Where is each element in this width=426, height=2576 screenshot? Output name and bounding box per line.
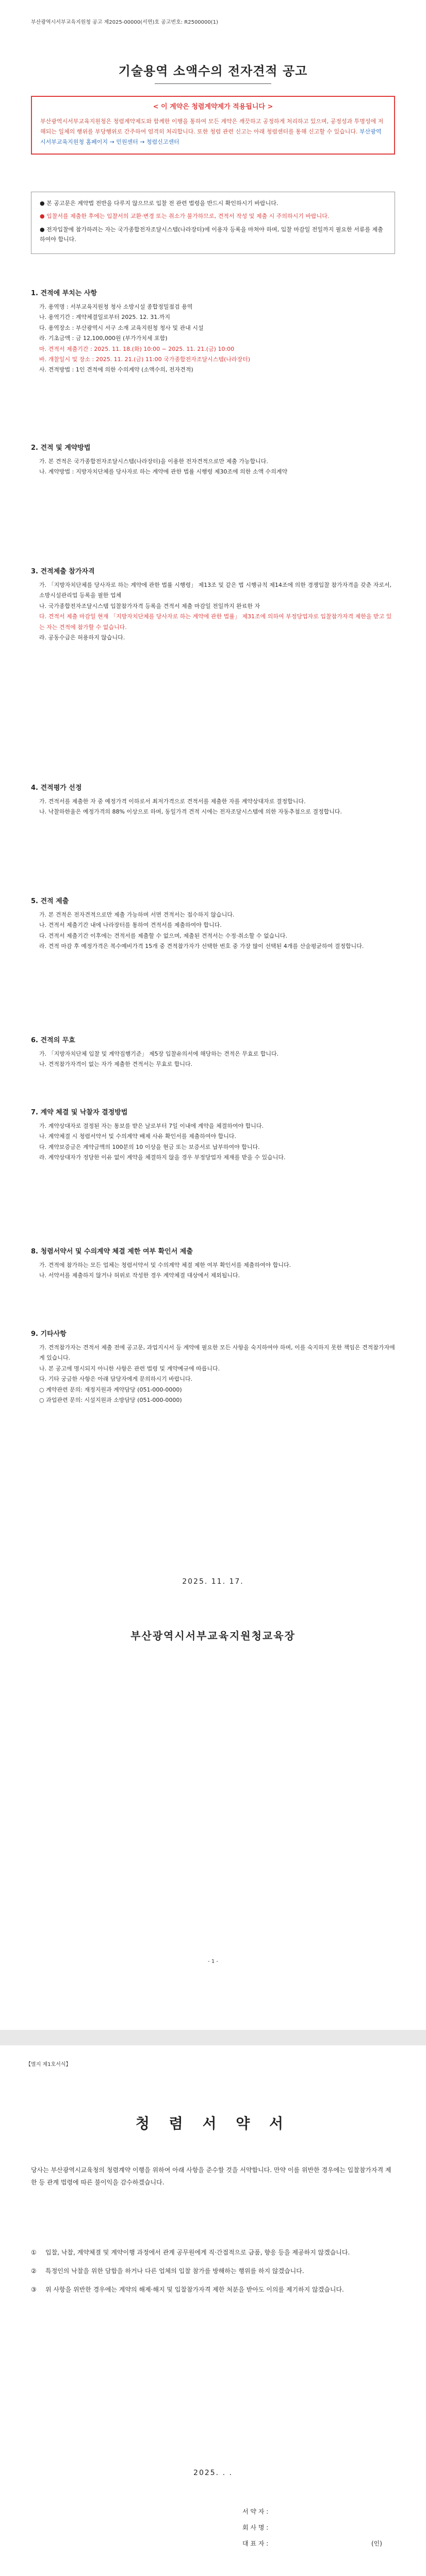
caution-item: ● 전자입찰에 참가하려는 자는 국가종합전자조달시스템(나라장터)에 이용자 등록을 마쳐야 하며, 입찰 마감일 전일까지 필요한 서류를 제출하여야 합니다. (40, 226, 383, 243)
section-line: 나. 서약서를 제출하지 않거나 허위로 작성한 경우 계약체결 대상에서 제외됩니다. (39, 1272, 240, 1279)
section-9 (31, 1329, 395, 1405)
section-heading: 2. 견적 및 계약방법 (31, 444, 91, 452)
section-line: 나. 국가종합전자조달시스템 입찰참가자격 등록을 견적서 제출 마감일 전일까지 완료한 자 (39, 602, 260, 609)
section-line: 다. 견적서 제출 마감일 현재 「지방자치단체를 당사자로 하는 계약에 관한 법률」 제31조에 의하여 부정당업자로 입찰참가자격 제한을 받고 있는 자는 견적에 참가할 수 없습니다. (39, 613, 392, 631)
notice-link[interactable]: 부산광역시서부교육지원청 홈페이지 → 민원센터 → 청렴신고센터 (40, 128, 382, 145)
section-heading: 6. 견적의 무효 (31, 1037, 75, 1044)
section-line: 다. 견적서 제출기간 이후에는 견적서를 제출할 수 없으며, 제출된 견적서는 수정·취소할 수 없습니다. (39, 932, 287, 939)
section-line: 다. 용역장소 : 부산광역시 서구 소재 교육지원청 청사 및 관내 시설 (39, 324, 204, 331)
caution-item: ● 입찰서를 제출한 후에는 입찰서의 교환·변경 또는 취소가 불가하므로, 견적서 작성 및 제출 시 주의하시기 바랍니다. (40, 213, 330, 220)
notice-text: 부산광역시서부교육지원청은 청렴계약제도와 함께한 이행을 통하여 모든 계약은 깨끗하고 공정하게 처리하고 있으며, 공정성과 투명성에 저해되는 일체의 행위를 부당행위로 간주하여 엄격히 처리합니다. 또한 청렴 관련 신고는 아래 청렴센터를 통해 신고할 수 있습니다. (40, 118, 384, 135)
section-4 (31, 783, 395, 818)
caution-box (31, 192, 395, 254)
document-number: 부산광역시서부교육지원청 공고 제2025-00000(서면)호 공고번호: R2500000(1) (31, 20, 218, 25)
section-line: 마. 견적서 제출기간 : 2025. 11. 18.(화) 10:00 ~ 2025. 11. 21.(금) 10:00 (39, 345, 235, 352)
section-7 (31, 1108, 395, 1163)
section-line: 가. 견적참가자는 견적서 제출 전에 공고문, 과업지시서 등 계약에 필요한 모든 사항을 숙지하여야 하며, 이를 숙지하지 못한 책임은 견적참가자에게 있습니다. (39, 1344, 395, 1362)
title-underline (155, 83, 271, 84)
section-line: 가. 견적에 참가하는 모든 업체는 청렴서약서 및 수의계약 체결 제한 여부 확인서를 제출하여야 합니다. (39, 1262, 291, 1269)
section-heading: 8. 청렴서약서 및 수의계약 체결 제한 여부 확인서 제출 (31, 1248, 193, 1256)
seal-mark: (인) (371, 2540, 382, 2548)
page-title: 기술용역 소액수의 전자견적 공고 (118, 64, 308, 78)
section-line: 사. 견적방법 : 1인 견적에 의한 수의계약 (소액수의, 전자견적) (39, 366, 193, 374)
section-line: 가. 계약상대자로 결정된 자는 통보를 받은 날로부터 7일 이내에 계약을 체결하여야 합니다. (39, 1123, 264, 1130)
section-line: 나. 계약방법 : 지방자치단체를 당사자로 하는 계약에 관한 법률 시행령 제30조에 의한 소액 수의계약 (39, 468, 288, 476)
section-heading: 9. 기타사항 (31, 1330, 67, 1338)
pledge-date: 2025. . . (193, 2469, 233, 2477)
section-line: ○ 계약관련 문의: 재정지원과 계약담당 (051-000-0000) (39, 1386, 182, 1393)
section-8 (31, 1247, 395, 1281)
notice-date: 2025. 11. 17. (182, 1578, 244, 1586)
pledge-item: ② 특정인의 낙찰을 위한 담합을 하거나 다른 업체의 입찰 참가를 방해하는 행위를 하지 않겠습니다. (31, 2267, 304, 2275)
section-heading: 1. 견적에 부치는 사항 (31, 290, 97, 297)
signature-row: 서 약 자 : (242, 2508, 269, 2515)
page-separator (0, 2030, 426, 2045)
page-number: - 1 - (208, 1959, 218, 1964)
section-line: 가. 견적서를 제출한 자 중 예정가격 이하로서 최저가격으로 견적서를 제출한 자를 계약상대자로 결정합니다. (39, 798, 306, 805)
form-label: 【별지 제1호서식】 (26, 2062, 71, 2067)
pledge-intro: 당사는 부산광역시교육청의 청렴계약 이행을 위하여 아래 사항을 준수할 것을 서약합니다. 만약 이를 위반한 경우에는 입찰참가자격 제한 등 관계 법령에 따른 불이익을 감수하겠습니다. (31, 2166, 391, 2186)
section-line: ○ 과업관련 문의: 시설지원과 소방담당 (051-000-0000) (39, 1396, 182, 1403)
issuer-name: 부산광역시서부교육지원청교육장 (130, 1630, 296, 1642)
section-line: 가. 「지방자치단체를 당사자로 하는 계약에 관한 법률 시행령」 제13조 및 같은 법 시행규칙 제14조에 의한 경쟁입찰 참가자격을 갖춘 자로서, 소방시설관리업 등록을 필한 업체 (39, 582, 392, 599)
section-line: 가. 본 견적은 국가종합전자조달시스템(나라장터)을 이용한 전자견적으로만 제출 가능합니다. (39, 458, 268, 465)
section-line: 나. 견적참가자격이 없는 자가 제출한 견적서는 무효로 합니다. (39, 1061, 193, 1068)
pledge-item: ① 입찰, 낙찰, 계약체결 및 계약이행 과정에서 관계 공무원에게 직·간접적으로 금품, 향응 등을 제공하지 않겠습니다. (31, 2249, 350, 2256)
section-heading: 7. 계약 체결 및 낙찰자 결정방법 (31, 1109, 128, 1116)
section-line: 나. 용역기간 : 계약체결일로부터 2025. 12. 31.까지 (39, 314, 171, 321)
caution-item: ● 본 공고문은 계약법 전반을 다루지 않으므로 입찰 전 관련 법령을 반드시 확인하시기 바랍니다. (40, 200, 278, 207)
section-1 (31, 289, 395, 376)
signature-row: 회 사 명 : (242, 2524, 269, 2532)
pledge-title: 청 렴 서 약 서 (135, 2115, 291, 2132)
pledge-item: ③ 위 사항을 위반한 경우에는 계약의 해제·해지 및 입찰참가자격 제한 처분을 받아도 이의를 제기하지 않겠습니다. (31, 2286, 344, 2293)
section-heading: 4. 견적평가 선정 (31, 784, 82, 792)
signature-block (242, 2504, 382, 2552)
section-line: 가. 본 견적은 전자견적으로만 제출 가능하며 서면 견적서는 접수하지 않습니다. (39, 911, 235, 919)
section-line: 라. 기초금액 : 금 12,100,000원 (부가가치세 포함) (39, 335, 168, 342)
section-line: 다. 계약보증금은 계약금액의 100분의 10 이상을 현금 또는 보증서로 납부하여야 합니다. (39, 1143, 260, 1150)
section-line: 라. 공동수급은 허용하지 않습니다. (39, 634, 125, 641)
section-6 (31, 1036, 395, 1070)
section-5 (31, 896, 395, 952)
section-line: 다. 기타 궁금한 사항은 아래 담당자에게 문의하시기 바랍니다. (39, 1376, 193, 1383)
pledge-list (31, 2246, 395, 2302)
signature-row: 대 표 자 : (인) (242, 2536, 382, 2552)
section-line: 가. 용역명 : 서부교육지원청 청사 소방시설 종합정밀점검 용역 (39, 303, 193, 311)
section-line: 나. 견적서 제출기간 내에 나라장터를 통하여 견적서를 제출하여야 합니다. (39, 922, 222, 929)
section-line: 가. 「지방자치단체 입찰 및 계약집행기준」 제5장 입찰유의서에 해당하는 견적은 무효로 합니다. (39, 1050, 279, 1058)
section-2 (31, 443, 395, 478)
section-line: 라. 계약상대자가 정당한 이유 없이 계약을 체결하지 않을 경우 부정당업자 제재를 받을 수 있습니다. (39, 1154, 286, 1161)
section-heading: 3. 견적제출 참가자격 (31, 568, 95, 575)
section-line: 바. 개찰일시 및 장소 : 2025. 11. 21.(금) 11:00 국가종합전자조달시스템(나라장터) (39, 355, 251, 363)
section-line: 나. 본 공고에 명시되지 아니한 사항은 관련 법령 및 계약예규에 따릅니다. (39, 1365, 220, 1372)
section-line: 나. 낙찰하한율은 예정가격의 88% 이상으로 하며, 동일가격 견적 시에는 전자조달시스템에 의한 자동추첨으로 결정합니다. (39, 808, 342, 816)
section-3 (31, 567, 395, 643)
section-line: 나. 계약체결 시 청렴서약서 및 수의계약 배제 사유 확인서를 제출하여야 합니다. (39, 1133, 236, 1140)
notice-body (40, 116, 386, 147)
notice-heading: < 이 계약은 청렴계약제가 적용됩니다 > (153, 103, 273, 111)
section-heading: 5. 견적 제출 (31, 897, 69, 905)
integrity-notice (31, 96, 395, 155)
section-line: 라. 견적 마감 후 예정가격은 복수예비가격 15개 중 견적참가자가 선택한 번호 중 가장 많이 선택된 4개를 산술평균하여 결정합니다. (39, 943, 364, 950)
